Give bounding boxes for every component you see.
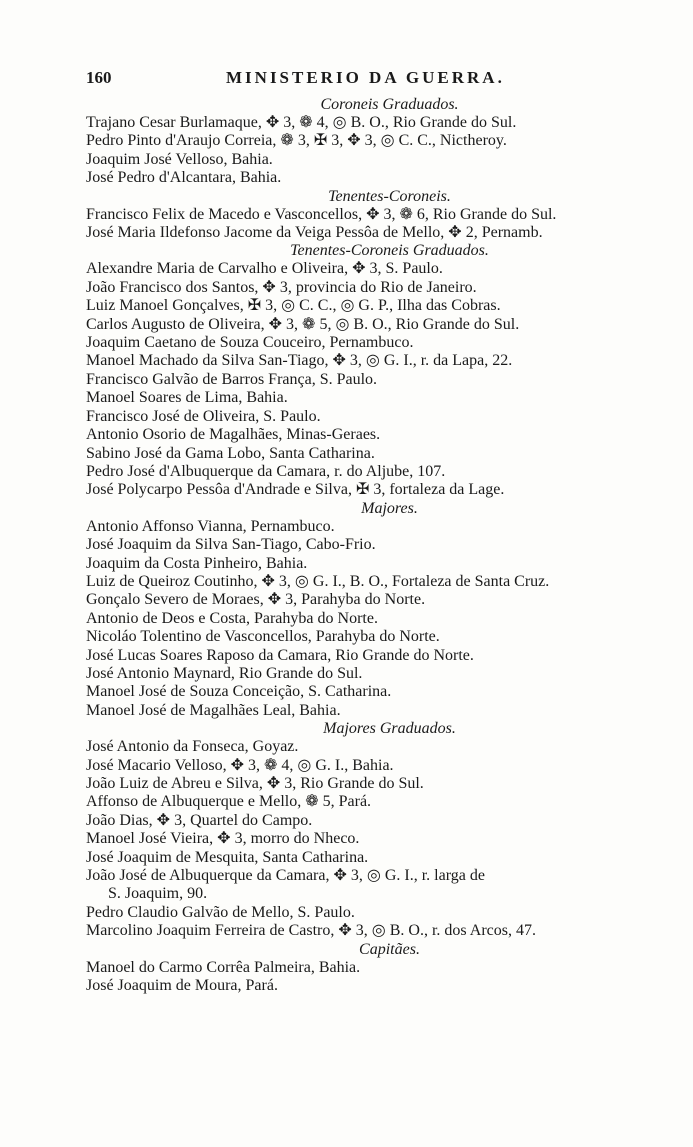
roster-entry: Alexandre Maria de Carvalho e Oliveira, ✥ 3, S. Paulo. xyxy=(86,260,443,278)
roster-entry: Manoel José de Souza Conceição, S. Catharina. xyxy=(86,683,392,701)
section-heading: Tenentes-Coroneis. xyxy=(328,187,451,205)
roster-entry: José Antonio Maynard, Rio Grande do Sul. xyxy=(86,664,363,682)
roster-entry: Pedro José d'Albuquerque da Camara, r. do Aljube, 107. xyxy=(86,462,446,480)
roster-entry: Trajano Cesar Burlamaque, ✥ 3, ❁ 4, ◎ B. O., Rio Grande do Sul. xyxy=(86,114,517,131)
roster-entry: José Joaquim da Silva San-Tiago, Cabo-Frio. xyxy=(86,536,376,554)
roster-entry: Gonçalo Severo de Moraes, ✥ 3, Parahyba do Norte. xyxy=(86,591,426,609)
roster-entry: Antonio Affonso Vianna, Pernambuco. xyxy=(86,517,335,535)
roster-entry: Luiz Manoel Gonçalves, ✠ 3, ◎ C. C., ◎ G. P., Ilha das Cobras. xyxy=(86,297,501,315)
roster-entry: José Pedro d'Alcantara, Bahia. xyxy=(86,169,282,187)
roster-entry: Manoel José de Magalhães Leal, Bahia. xyxy=(86,701,341,719)
roster-entry: Marcolino Joaquim Ferreira de Castro, ✥ 3, ◎ B. O., r. dos Arcos, 47. xyxy=(86,922,536,940)
roster-entry: Manoel Machado da Silva San-Tiago, ✥ 3, ◎ G. I., r. da Lapa, 22. xyxy=(86,352,513,370)
roster-entry: José Joaquim de Mesquita, Santa Catharina. xyxy=(86,848,369,866)
roster-entry: Francisco José de Oliveira, S. Paulo. xyxy=(86,407,321,425)
roster-entry: Francisco Felix de Macedo e Vasconcellos, ✥ 3, ❁ 6, Rio Grande do Sul. xyxy=(86,205,557,223)
section-heading: Coroneis Graduados. xyxy=(320,96,459,113)
roster-entry: Affonso de Albuquerque e Mello, ❁ 5, Pará. xyxy=(86,793,372,811)
document-body xyxy=(86,96,653,995)
roster-entry: Francisco Galvão de Barros França, S. Paulo. xyxy=(86,370,378,388)
roster-entry: Carlos Augusto de Oliveira, ✥ 3, ❁ 5, ◎ B. O., Rio Grande do Sul. xyxy=(86,315,520,333)
roster-entry: José Joaquim de Moura, Pará. xyxy=(86,977,278,995)
roster-entry: João Luiz de Abreu e Silva, ✥ 3, Rio Grande do Sul. xyxy=(86,775,424,792)
roster-entry: Pedro Claudio Galvão de Mello, S. Paulo. xyxy=(86,903,355,921)
roster-entry: Manoel do Carmo Corrêa Palmeira, Bahia. xyxy=(86,958,361,976)
roster-entry: Sabino José da Gama Lobo, Santa Catharina. xyxy=(86,444,375,462)
roster-entry: José Antonio da Fonseca, Goyaz. xyxy=(86,738,299,756)
roster-entry: Pedro Pinto d'Araujo Correia, ❁ 3, ✠ 3, ✥ 3, ◎ C. C., Nictheroy. xyxy=(86,132,507,150)
entry-continuation: S. Joaquim, 90. xyxy=(108,885,208,903)
running-title: MINISTERIO DA GUERRA. xyxy=(226,68,505,87)
roster-entry: Antonio Osorio de Magalhães, Minas-Geraes. xyxy=(86,426,381,444)
roster-entry: Antonio de Deos e Costa, Parahyba do Norte. xyxy=(86,609,378,627)
roster-entry: Manoel José Vieira, ✥ 3, morro do Nheco. xyxy=(86,830,360,848)
roster-entry: Luiz de Queiroz Coutinho, ✥ 3, ◎ G. I., B. O., Fortaleza de Santa Cruz. xyxy=(86,572,550,590)
roster-entry: Joaquim da Costa Pinheiro, Bahia. xyxy=(86,554,308,572)
roster-entry: José Macario Velloso, ✥ 3, ❁ 4, ◎ G. I., Bahia. xyxy=(86,756,394,774)
section-heading: Majores. xyxy=(361,499,418,517)
roster-entry: João Dias, ✥ 3, Quartel do Campo. xyxy=(86,811,313,829)
roster-entry: Joaquim José Velloso, Bahia. xyxy=(86,150,273,168)
roster-entry: Nicoláo Tolentino de Vasconcellos, Parahyba do Norte. xyxy=(86,628,440,646)
section-heading: Majores Graduados. xyxy=(323,720,456,738)
roster-entry: José Maria Ildefonso Jacome da Veiga Pessôa de Mello, ✥ 2, Pernamb. xyxy=(86,224,543,242)
roster-entry: Manoel Soares de Lima, Bahia. xyxy=(86,389,288,407)
roster-entry: Joaquim Caetano de Souza Couceiro, Pernambuco. xyxy=(86,334,414,352)
section-heading: Tenentes-Coroneis Graduados. xyxy=(290,242,489,260)
section-heading: Capitães. xyxy=(359,940,420,958)
roster-entry: José Polycarpo Pessôa d'Andrade e Silva, ✠ 3, fortaleza da Lage. xyxy=(86,481,505,499)
roster-entry: João Francisco dos Santos, ✥ 3, provincia do Rio de Janeiro. xyxy=(86,278,477,296)
page-number: 160 xyxy=(86,68,112,87)
roster-entry: João José de Albuquerque da Camara, ✥ 3, ◎ G. I., r. larga de xyxy=(86,867,485,885)
roster-entry: José Lucas Soares Raposo da Camara, Rio Grande do Norte. xyxy=(86,646,474,664)
page-header xyxy=(86,68,653,96)
